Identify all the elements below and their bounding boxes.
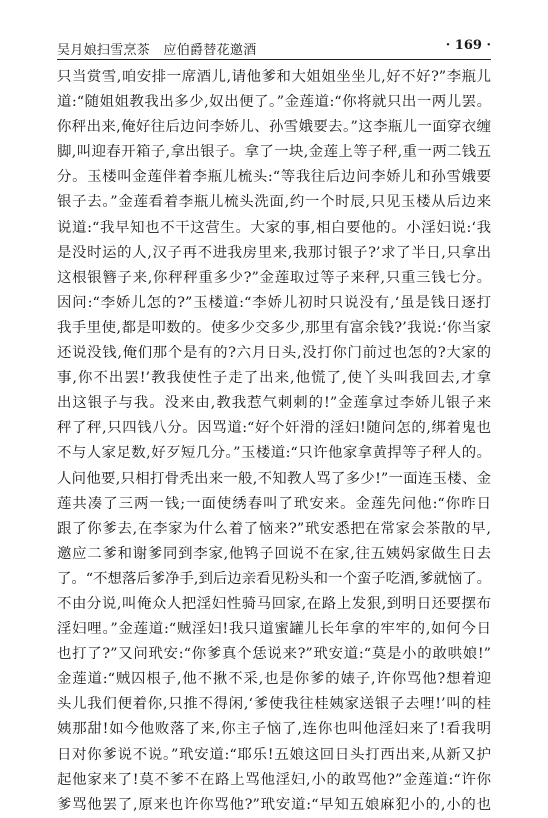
running-header <box>57 36 491 58</box>
text-line: 头儿我们便着你,只推不得闲,‘爹使我往桂姨家送银子去哩!’叫的桂 <box>57 696 491 713</box>
text-line: 还说没钱,俺们那个是有的?六月日头,没打你门前过也怎的?大家的 <box>57 345 491 362</box>
text-line: 脚,叫迎春开箱子,拿出银子。拿了一块,金莲上等子秤,重一两二钱五 <box>57 144 491 161</box>
text-line: 道:“随姐姐教我出多少,奴出便了。”金莲道:“你将就只出一两儿罢。 <box>57 94 491 111</box>
text-line: 不与人家足数,好歹短几分。”玉楼道:“只许他家拿黄捍等子秤人的。 <box>57 445 491 462</box>
text-line: 爹骂他罢了,原来也许你骂他?”玳安道:“早知五娘麻犯小的,小的也 <box>57 796 491 813</box>
text-line: 邀应二爹和谢爹同到李家,他鸨子回说不在家,往五姨妈家做生日去 <box>57 545 491 562</box>
page-number: · 169 · <box>445 38 491 53</box>
text-line: 出这银子与我。没来由,教我惹气刺刺的!”金莲拿过李娇儿银子来 <box>57 395 491 412</box>
text-line: 也打了?”又问玳安:“你爹真个恁说来?”玳安道:“莫是小的敢哄娘!” <box>57 646 491 663</box>
text-line: 秤了秤,只四钱八分。因骂道:“好个奸滑的淫妇!随问怎的,绑着鬼也 <box>57 420 491 437</box>
text-line: 只当赏雪,咱安排一席酒儿,请他爹和大姐姐坐坐儿,好不好?”李瓶儿 <box>57 69 491 85</box>
text-line: 事,你不出罢!’教我使性子走了出来,他慌了,使丫头叫我回去,才拿 <box>57 370 491 387</box>
text-line: 日对你爹说不说。”玳安道:“耶乐!五娘这回日头打西出来,从新又护 <box>57 746 491 763</box>
body-text <box>57 65 491 818</box>
text-line: 因问:“李娇儿怎的?”玉楼道:“李娇儿初时只说没有,‘虽是钱日逐打 <box>57 294 491 311</box>
text-line: 金莲道:“贼囚根子,他不揪不采,也是你爹的婊子,许你骂他?想着迎 <box>57 671 491 688</box>
text-line: 姨那甜!如今他败落了来,你主子恼了,连你也叫他淫妇来了!看我明 <box>57 721 491 738</box>
text-line: 跟了你爹去,在李家为什么着了恼来?”玳安悉把在常家会茶散的早, <box>57 520 491 537</box>
text-line: 这根银簪子来,你秤秤重多少?”金莲取过等子来秤,只重三钱七分。 <box>57 269 491 286</box>
text-line: 分。玉楼叫金莲伴着李瓶儿梳头:“等我往后边问李娇儿和孙雪娥要 <box>57 169 491 186</box>
text-line: 人问他要,只相打骨秃出来一般,不知教人骂了多少!”一面连玉楼、金 <box>57 470 491 487</box>
text-line: 淫妇哩。”金莲道:“贼淫妇!我只道蜜罐儿长年拿的牢牢的,如何今日 <box>57 621 491 638</box>
text-line: 说道:“我早知也不干这营生。大家的事,相白要他的。小淫妇说:‘我 <box>57 219 491 236</box>
text-line: 我手里使,都是叩数的。使多少交多少,那里有富余钱?’我说:‘你当家 <box>57 319 491 336</box>
text-line: 是没时运的人,汉子再不进我房里来,我那讨银子?’求了半日,只拿出 <box>57 244 491 261</box>
text-line: 不由分说,叫俺众人把淫妇性骑马回家,在路上发狠,到明日还要摆布 <box>57 595 491 612</box>
text-line: 银子去。”金莲看着李瓶儿梳头洗面,约一个时辰,只见玉楼从后边来 <box>57 194 491 211</box>
header-divider <box>57 59 491 60</box>
text-line: 你秤出来,俺好往后边问李娇儿、孙雪娥要去。”这李瓶儿一面穿衣缠 <box>57 119 491 136</box>
chapter-title: 吴月娘扫雪烹茶 应伯爵替花邀酒 <box>57 43 257 58</box>
text-line: 起他家来了!莫不爹不在路上骂他淫妇,小的敢骂他?”金莲道:“许你 <box>57 771 491 788</box>
text-line: 莲共凑了三两一钱;一面使绣春叫了玳安来。金莲先问他:“你昨日 <box>57 495 491 512</box>
text-line: 了。“不想落后爹净手,到后边亲看见粉头和一个蛮子吃酒,爹就恼了。 <box>57 570 491 587</box>
